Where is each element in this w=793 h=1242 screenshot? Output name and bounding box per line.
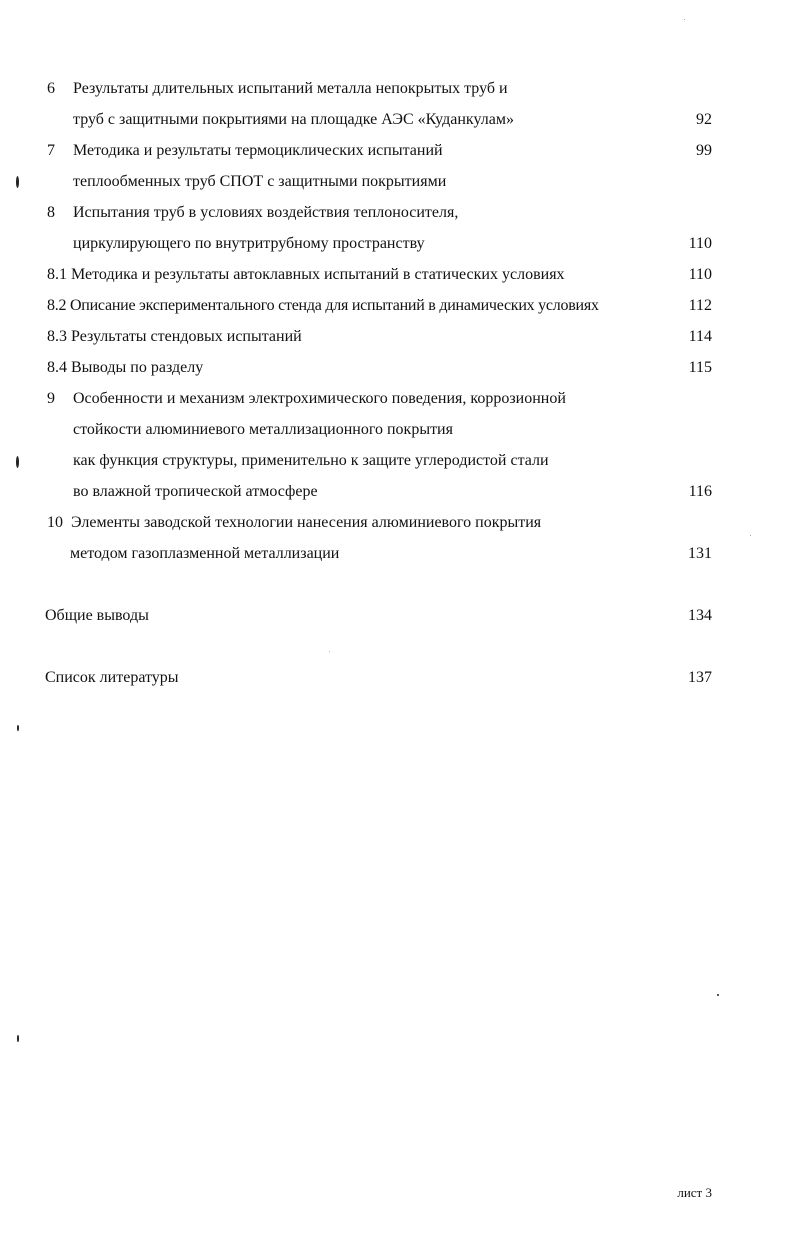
section-7-title-line-1: Методика и результаты термоциклических испытаний — [73, 142, 443, 159]
section-8-page: 110 — [688, 235, 712, 252]
scan-mark — [17, 1035, 19, 1042]
scan-speck — [329, 651, 330, 652]
section-9-page: 116 — [688, 483, 712, 500]
scan-speck — [750, 535, 751, 536]
section-7-number: 7 — [47, 142, 55, 159]
scan-mark — [16, 456, 19, 468]
general-conclusions-page: 134 — [688, 607, 712, 624]
general-conclusions-title: Общие выводы — [45, 607, 149, 624]
subsection-8-3-title: 8.3 Результаты стендовых испытаний — [47, 328, 302, 345]
subsection-8-4-page: 115 — [688, 359, 712, 376]
subsection-8-2-title: 8.2 Описание экспериментального стенда для испытаний в динамических условиях — [47, 297, 599, 314]
section-10-title-line-2: методом газоплазменной металлизации — [70, 545, 340, 562]
subsection-8-2-page: 112 — [688, 297, 712, 314]
subsection-8-1-page: 110 — [688, 266, 712, 283]
section-8-title-line-1: Испытания труб в условиях воздействия теплоносителя, — [73, 204, 459, 221]
section-10-number: 10 — [47, 514, 63, 531]
section-7-page: 99 — [696, 142, 712, 159]
section-9-title-line-3: как функция структуры, применительно к защите углеродистой стали — [73, 452, 549, 469]
section-9-title-line-4: во влажной тропической атмосфере — [73, 483, 318, 500]
section-8-title-line-2: циркулирующего по внутритрубному пространству — [73, 235, 425, 252]
section-6-page: 92 — [696, 111, 712, 128]
references-title: Список литературы — [45, 669, 179, 686]
section-6-title-line-2: труб с защитными покрытиями на площадке АЭС «Куданкулам» — [73, 111, 514, 128]
scan-speck — [717, 994, 719, 996]
scan-speck — [684, 19, 685, 20]
section-7-title-line-2: теплообменных труб СПОТ с защитными покрытиями — [73, 173, 447, 190]
section-9-title-line-2: стойкости алюминиевого металлизационного покрытия — [73, 421, 453, 438]
subsection-8-3-page: 114 — [688, 328, 712, 345]
section-10-title-line-1: Элементы заводской технологии нанесения алюминиевого покрытия — [71, 514, 542, 531]
references-page: 137 — [688, 669, 712, 686]
section-6-number: 6 — [47, 80, 55, 97]
scan-mark — [16, 176, 19, 188]
section-10-page: 131 — [688, 545, 712, 562]
subsection-8-1-title: 8.1 Методика и результаты автоклавных испытаний в статических условиях — [47, 266, 565, 283]
subsection-8-4-title: 8.4 Выводы по разделу — [47, 359, 204, 376]
section-6-title-line-1: Результаты длительных испытаний металла непокрытых труб и — [73, 80, 508, 97]
sheet-number: лист 3 — [677, 1185, 712, 1200]
section-9-title-line-1: Особенности и механизм электрохимического поведения, коррозионной — [73, 390, 566, 407]
scan-mark — [17, 725, 19, 731]
section-8-number: 8 — [47, 204, 55, 221]
section-9-number: 9 — [47, 390, 55, 407]
